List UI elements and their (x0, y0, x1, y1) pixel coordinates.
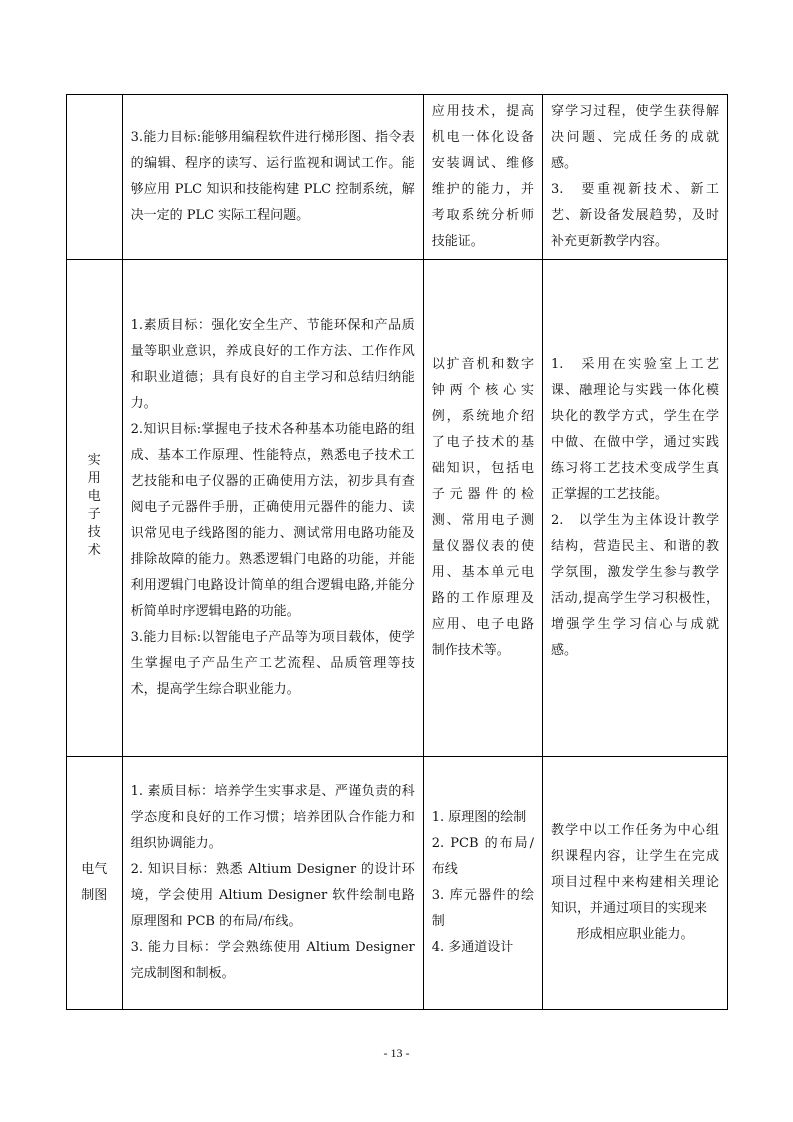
goal-paragraph: 1. 素质目标：培养学生实事求是、严谨负责的科学态度和良好的工作习惯；培养团队合作能力和组织协调能力。 (130, 784, 415, 851)
content-item: 1. 原理图的绘制 (431, 810, 527, 825)
method-paragraph: 形成相应职业能力。 (576, 927, 694, 942)
method-paragraph: 2. 以学生为主体设计教学结构，营造民主、和谐的教学氛围，激发学生参与教学活动,提高学生学习积极性，增强学生学习信心与成就感。 (551, 513, 719, 658)
content-paragraph: 应用技术，提高机电一体化设备安装调试、维修维护的能力，并考取系统分析师技能证。 (431, 104, 535, 249)
method-paragraph: 3. 要重视新技术、新工艺、新设备发展趋势，及时补充更新教学内容。 (551, 182, 719, 249)
course-name: 电气制图 (81, 862, 108, 903)
goals-cell (122, 260, 423, 757)
goal-paragraph: 2. 知识目标：熟悉 Altium Designer 的设计环境，学会使用 Altium Designer 软件绘制电路原理图和 PCB 的布局/布线。 (130, 862, 415, 929)
goal-paragraph: 3.能力目标:以智能电子产品等为项目载体，使学生掌握电子产品生产工艺流程、品质管理等技术，提高学生综合职业能力。 (130, 630, 415, 697)
content-item: 3. 库元器件的绘制 (431, 888, 535, 929)
content-cell (423, 757, 542, 1010)
content-item: 4. 多通道设计 (431, 940, 514, 955)
method-paragraph: 教学中以工作任务为中心组织课程内容，让学生在完成项目过程中来构建相关理论知识，并通过项目的实现来 (551, 823, 719, 916)
method-cell (543, 95, 728, 260)
goal-paragraph: 2.知识目标:掌握电子技术各种基本功能电路的组成、基本工作原理、性能特点，熟悉电子技术工艺技能和电子仪器的正确使用方法，初步具有查阅电子元器件手册，正确使用元器件的能力、读识常见电子线路图的能力、测试常用电路功能及排除故障的能力。熟悉逻辑门电路的功能，并能利用逻辑门电路设计简单的组合逻辑电路,并能分析简单时序逻辑电路的功能。 (130, 422, 415, 619)
course-name: 实用电子技术 (87, 453, 101, 558)
method-paragraph: 穿学习过程，使学生获得解决问题、完成任务的成就感。 (551, 104, 719, 171)
course-name-cell (67, 95, 123, 260)
course-table (66, 94, 728, 1010)
content-cell (423, 260, 542, 757)
course-name-cell (67, 260, 123, 757)
table-row (67, 95, 728, 260)
page-number: - 13 - (383, 1046, 410, 1060)
goal-paragraph: 3.能力目标:能够用编程软件进行梯形图、指令表的编辑、程序的读写、运行监视和调试工作。能够应用 PLC 知识和技能构建 PLC 控制系统，解决一定的 PLC 实际工程问题。 (130, 130, 415, 223)
goal-paragraph: 3. 能力目标：学会熟练使用 Altium Designer 完成制图和制板。 (130, 940, 415, 981)
course-name-cell (67, 757, 123, 1010)
method-cell (543, 757, 728, 1010)
table-row (67, 260, 728, 757)
method-cell (543, 260, 728, 757)
goal-paragraph: 1.素质目标：强化安全生产、节能环保和产品质量等职业意识，养成良好的工作方法、工作作风和职业道德；具有良好的自主学习和总结归纳能力。 (130, 318, 415, 411)
method-paragraph: 1. 采用在实验室上工艺课、融理论与实践一体化模块化的教学方式，学生在学中做、在做中学，通过实践练习将工艺技术变成学生真正掌握的工艺技能。 (551, 357, 719, 502)
content-paragraph: 以扩音机和数字钟两个核心实例，系统地介绍了电子技术的基础知识，包括电子元器件的检测、常用电子测量仪器仪表的使用、基本单元电路的工作原理及应用、电子电路制作技术等。 (431, 357, 535, 658)
content-item: 2. PCB 的布局/布线 (431, 836, 535, 877)
content-cell (423, 95, 542, 260)
goals-cell (122, 757, 423, 1010)
table-row (67, 757, 728, 1010)
goals-cell (122, 95, 423, 260)
